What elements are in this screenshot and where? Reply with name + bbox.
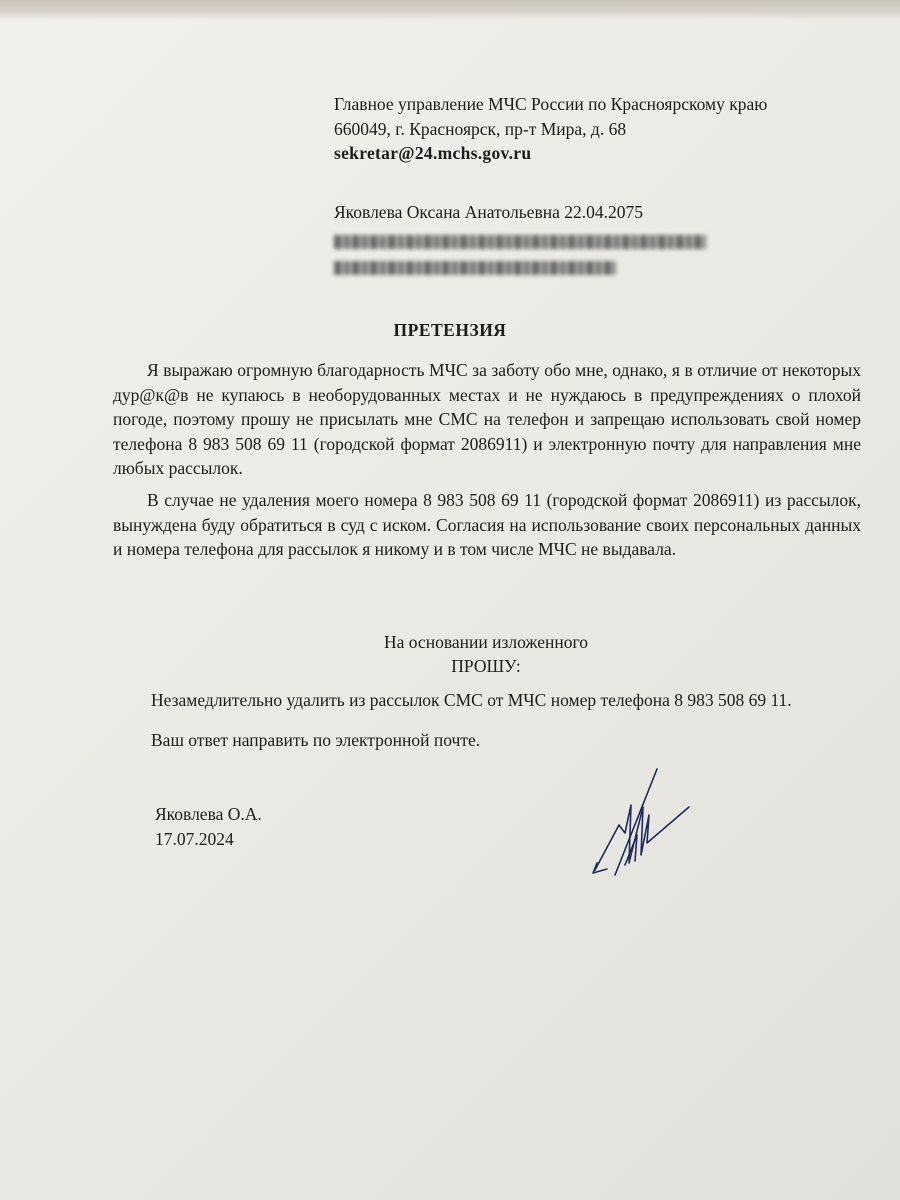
document-title: ПРЕТЕНЗИЯ: [393, 320, 507, 340]
redacted-address-line-2: [334, 261, 616, 275]
request-text: Незамедлительно удалить из рассылок СМС от МЧС номер телефона 8 983 508 69 11.: [151, 690, 792, 710]
reply-instruction: Ваш ответ направить по электронной почте.: [151, 730, 481, 750]
signer-name: Яковлева О.А.: [155, 804, 262, 824]
addressee-block: [334, 92, 767, 166]
basis-line: На основании изложенного: [383, 632, 589, 652]
request-heading: ПРОШУ:: [451, 656, 521, 676]
signer-date: 17.07.2024: [155, 828, 234, 849]
paper-top-edge: [0, 0, 900, 20]
paragraph-warning: В случае не удаления моего номера 8 983 508 69 11 (городской формат 2086911) из рассылок, вынуждена буду обратиться в суд с иском. Согласия на использование своих персональных данных и номера телефона для рассылок я никому и в том числе МЧС не выдавала.: [113, 490, 861, 559]
sender-name: Яковлева Оксана Анатольевна 22.04.2075: [334, 202, 643, 222]
sender-block: [334, 200, 706, 275]
addressee-address: 660049, г. Красноярск, пр-т Мира, д. 68: [334, 118, 627, 139]
paragraph-gratitude: Я выражаю огромную благодарность МЧС за заботу обо мне, однако, я в отличие от некоторых дур@к@в не купаюсь в необорудованных местах и не нуждаюсь в предупреждениях о плохой погоде, поэтому прошу не присылать мне СМС на телефон и запрещаю использовать свой номер телефона 8 983 508 69 11 (городской формат 2086911) и электронную почту для направления мне любых рассылок.: [113, 360, 861, 478]
signature-icon: [585, 765, 695, 885]
addressee-org: Главное управление МЧС России по Красноярскому краю: [334, 94, 768, 114]
addressee-email: sekretar@24.mchs.gov.ru: [334, 143, 532, 163]
signer-block: [155, 802, 262, 851]
redacted-address-line-1: [334, 235, 706, 249]
